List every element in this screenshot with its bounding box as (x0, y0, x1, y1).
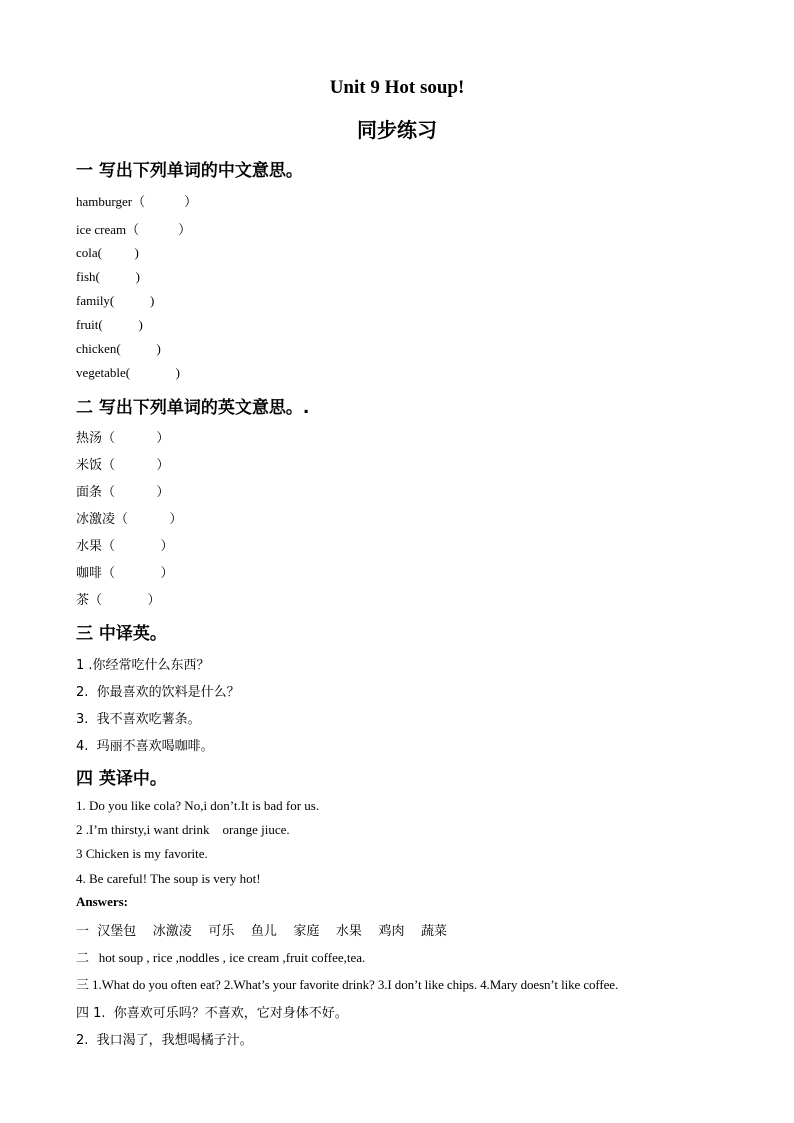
section3-item: 1 .你经常吃什么东西？ (76, 658, 210, 673)
answer-line: 一 汉堡包 冰激凌 可乐 鱼儿 家庭 水果 鸡肉 蔬菜 (76, 924, 447, 939)
section4-item: 4. Be careful! The soup is very hot! (76, 871, 261, 886)
section3-item: 4. 玛丽不喜欢喝咖啡。 (76, 739, 214, 754)
section4-heading: 四 英译中。 (76, 769, 167, 789)
section3-item: 3. 我不喜欢吃薯条。 (76, 712, 201, 727)
section1-item: fruit( ) (76, 317, 143, 332)
answers-label: Answers: (76, 894, 128, 909)
section2-item: 热汤（ ） (76, 431, 170, 446)
section4-item: 3 Chicken is my favorite. (76, 846, 208, 861)
section1-item: family( ) (76, 293, 155, 308)
answer-line: 四 1. 你喜欢可乐吗？不喜欢，它对身体不好。 (76, 1006, 348, 1021)
section3-heading: 三 中译英。 (76, 624, 167, 644)
section1-item: cola( ) (76, 245, 139, 260)
page-subtitle: 同步练习 (357, 118, 437, 142)
section1-item: ice cream（ ） (76, 222, 192, 237)
answer-line: 2. 我口渴了，我想喝橘子汁。 (76, 1033, 253, 1048)
answer-line: 二 hot soup , rice ,noddles , ice cream ,fruit coffee,tea. (76, 950, 366, 965)
section2-item: 米饭（ ） (76, 458, 170, 473)
section4-item: 2 .I’m thirsty,i want drink orange jiuce. (76, 822, 290, 837)
answer-line: 三 1.What do you often eat? 2.What’s your favorite drink? 3.I don’t like chips. 4.Mary doesn’t like coffee. (76, 977, 619, 992)
section3-item: 2. 你最喜欢的饮料是什么？ (76, 685, 240, 700)
section1-item: fish( ) (76, 269, 140, 284)
section1-item: chicken( ) (76, 341, 161, 356)
section4-item: 1. Do you like cola? No,i don’t.It is bad for us. (76, 798, 320, 813)
section2-item: 面条（ ） (76, 485, 170, 500)
section2-heading: 二 写出下列单词的英文意思。. (76, 398, 310, 418)
section2-item: 咖啡（ ） (76, 566, 174, 581)
section1-heading: 一 写出下列单词的中文意思。 (76, 161, 303, 181)
section1-item: hamburger（ ） (76, 194, 198, 209)
section1-item: vegetable( ) (76, 365, 180, 380)
section2-item: 冰激凌（ ） (76, 512, 183, 527)
section2-item: 茶（ ） (76, 593, 161, 608)
page-title: Unit 9 Hot soup! (329, 77, 465, 98)
section2-item: 水果（ ） (76, 539, 174, 554)
